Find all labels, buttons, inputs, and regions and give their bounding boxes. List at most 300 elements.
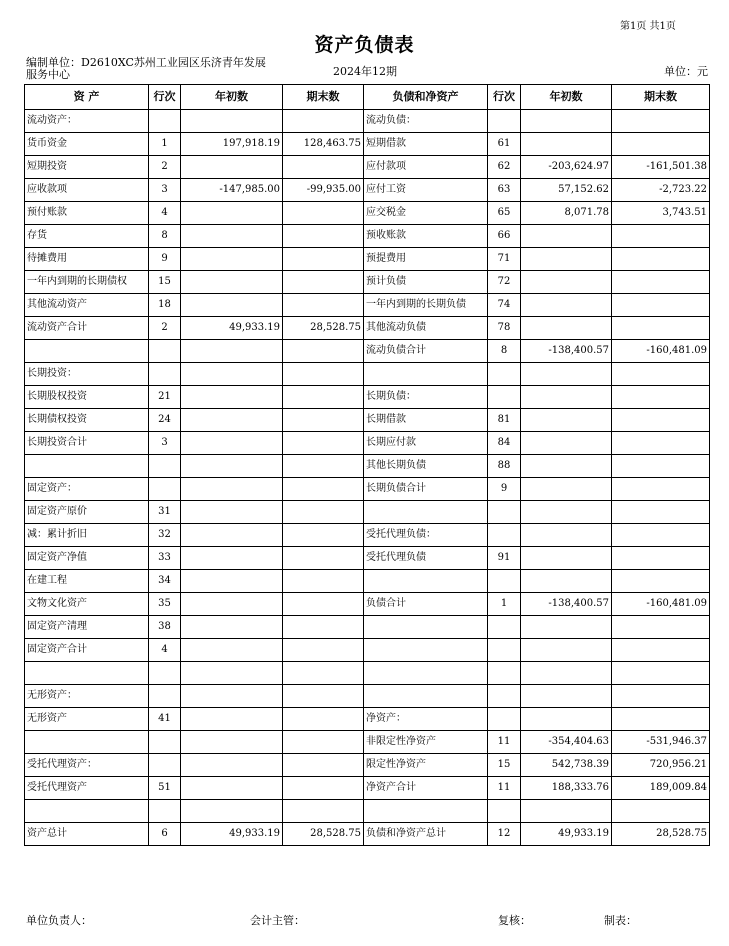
cell-liability-begin: [521, 455, 612, 478]
cell-asset-begin: [181, 363, 283, 386]
cell-asset-end: [283, 708, 364, 731]
cell-asset-end: [283, 616, 364, 639]
cell-asset-name: 流动资产合计: [25, 317, 149, 340]
report-title: 资产负债表: [314, 34, 415, 56]
cell-asset-end: [283, 432, 364, 455]
cell-asset-line: 33: [149, 547, 181, 570]
cell-asset-name: 受托代理资产：: [25, 754, 149, 777]
cell-liability-name: [364, 616, 488, 639]
cell-asset-end: 128,463.75: [283, 133, 364, 156]
cell-asset-end: [283, 501, 364, 524]
cell-asset-line: 38: [149, 616, 181, 639]
cell-liability-line: [488, 110, 521, 133]
cell-asset-end: [283, 524, 364, 547]
footer-principal: 单位负责人：: [26, 914, 92, 927]
table-row: [25, 823, 710, 846]
table-row: [25, 570, 710, 593]
cell-asset-begin: [181, 547, 283, 570]
cell-liability-end: [612, 363, 710, 386]
cell-asset-end: [283, 271, 364, 294]
cell-liability-end: [612, 294, 710, 317]
cell-asset-line: [149, 340, 181, 363]
cell-liability-begin: [521, 432, 612, 455]
table-row: [25, 202, 710, 225]
cell-liability-line: [488, 501, 521, 524]
table-row: [25, 662, 710, 685]
cell-asset-name: 固定资产：: [25, 478, 149, 501]
cell-liability-name: 其他长期负债: [364, 455, 488, 478]
cell-asset-end: [283, 685, 364, 708]
table-row: [25, 547, 710, 570]
table-row: [25, 685, 710, 708]
cell-asset-begin: [181, 294, 283, 317]
cell-asset-name: 一年内到期的长期债权: [25, 271, 149, 294]
cell-asset-begin: [181, 386, 283, 409]
cell-asset-begin: [181, 202, 283, 225]
cell-liability-line: [488, 524, 521, 547]
cell-asset-end: [283, 386, 364, 409]
cell-liability-begin: [521, 570, 612, 593]
cell-asset-line: [149, 478, 181, 501]
cell-asset-begin: [181, 156, 283, 179]
cell-liability-end: -2,723.22: [612, 179, 710, 202]
cell-liability-begin: 188,333.76: [521, 777, 612, 800]
cell-liability-line: 8: [488, 340, 521, 363]
cell-asset-begin: [181, 409, 283, 432]
header-asset-line: 行次: [149, 85, 181, 110]
cell-asset-line: 18: [149, 294, 181, 317]
cell-liability-line: 63: [488, 179, 521, 202]
cell-asset-begin: [181, 800, 283, 823]
cell-liability-end: [612, 409, 710, 432]
cell-liability-end: [612, 248, 710, 271]
report-period: 2024年12期: [333, 65, 397, 78]
cell-liability-end: [612, 800, 710, 823]
cell-liability-line: 1: [488, 593, 521, 616]
cell-liability-line: 9: [488, 478, 521, 501]
cell-liability-begin: -138,400.57: [521, 340, 612, 363]
cell-liability-end: -161,501.38: [612, 156, 710, 179]
cell-liability-name: [364, 639, 488, 662]
cell-asset-line: 9: [149, 248, 181, 271]
cell-liability-line: 66: [488, 225, 521, 248]
cell-liability-end: [612, 110, 710, 133]
cell-asset-line: [149, 110, 181, 133]
cell-asset-end: [283, 547, 364, 570]
cell-liability-line: 61: [488, 133, 521, 156]
cell-asset-end: [283, 156, 364, 179]
cell-asset-end: 28,528.75: [283, 317, 364, 340]
cell-liability-line: 12: [488, 823, 521, 846]
table-header-row: [25, 85, 710, 110]
cell-liability-name: [364, 800, 488, 823]
cell-asset-end: [283, 754, 364, 777]
cell-asset-name: [25, 662, 149, 685]
cell-asset-line: 15: [149, 271, 181, 294]
cell-asset-line: 41: [149, 708, 181, 731]
table-row: [25, 616, 710, 639]
cell-asset-begin: 49,933.19: [181, 317, 283, 340]
cell-asset-end: [283, 593, 364, 616]
cell-asset-line: 24: [149, 409, 181, 432]
table-row: [25, 317, 710, 340]
cell-asset-name: 在建工程: [25, 570, 149, 593]
reporting-unit: 编制单位：D2610XC苏州工业园区乐济青年发展服务中心: [26, 56, 266, 81]
cell-asset-name: 固定资产清理: [25, 616, 149, 639]
cell-asset-name: 无形资产: [25, 708, 149, 731]
cell-asset-end: [283, 225, 364, 248]
cell-asset-begin: [181, 271, 283, 294]
cell-asset-begin: [181, 616, 283, 639]
cell-liability-name: [364, 570, 488, 593]
cell-asset-end: [283, 777, 364, 800]
cell-liability-begin: [521, 639, 612, 662]
cell-asset-line: 51: [149, 777, 181, 800]
cell-liability-begin: 57,152.62: [521, 179, 612, 202]
cell-liability-end: [612, 478, 710, 501]
cell-asset-name: 无形资产：: [25, 685, 149, 708]
cell-asset-line: 3: [149, 432, 181, 455]
cell-liability-end: [612, 524, 710, 547]
cell-asset-line: 1: [149, 133, 181, 156]
table-row: [25, 708, 710, 731]
cell-liability-end: [612, 133, 710, 156]
cell-asset-end: [283, 294, 364, 317]
footer-accountant: 会计主管：: [250, 914, 305, 927]
cell-asset-name: 其他流动资产: [25, 294, 149, 317]
cell-asset-name: 资产总计: [25, 823, 149, 846]
header-asset-name: 资 产: [25, 85, 149, 110]
cell-liability-line: 74: [488, 294, 521, 317]
cell-asset-end: [283, 731, 364, 754]
cell-asset-name: 文物文化资产: [25, 593, 149, 616]
cell-liability-end: [612, 616, 710, 639]
cell-liability-begin: [521, 363, 612, 386]
table-row: [25, 225, 710, 248]
currency-unit: 单位：元: [664, 65, 708, 78]
cell-liability-name: 应付款项: [364, 156, 488, 179]
header-liability-begin: 年初数: [521, 85, 612, 110]
cell-asset-begin: [181, 478, 283, 501]
cell-liability-end: [612, 708, 710, 731]
cell-asset-name: [25, 455, 149, 478]
cell-liability-name: 净资产合计: [364, 777, 488, 800]
cell-liability-line: 84: [488, 432, 521, 455]
cell-asset-begin: 197,918.19: [181, 133, 283, 156]
cell-liability-name: [364, 501, 488, 524]
cell-asset-line: [149, 754, 181, 777]
cell-asset-end: [283, 202, 364, 225]
cell-liability-begin: 8,071.78: [521, 202, 612, 225]
cell-asset-line: 4: [149, 202, 181, 225]
cell-liability-line: 65: [488, 202, 521, 225]
table-row: [25, 455, 710, 478]
cell-liability-line: 81: [488, 409, 521, 432]
cell-asset-line: 2: [149, 317, 181, 340]
cell-liability-begin: [521, 800, 612, 823]
table-row: [25, 248, 710, 271]
table-row: [25, 340, 710, 363]
cell-asset-line: 8: [149, 225, 181, 248]
cell-liability-end: [612, 547, 710, 570]
cell-liability-line: [488, 685, 521, 708]
cell-liability-line: 11: [488, 777, 521, 800]
cell-asset-end: [283, 340, 364, 363]
cell-asset-name: 存货: [25, 225, 149, 248]
cell-liability-line: 11: [488, 731, 521, 754]
cell-liability-begin: 49,933.19: [521, 823, 612, 846]
cell-liability-name: 受托代理负债: [364, 547, 488, 570]
cell-asset-begin: [181, 777, 283, 800]
cell-asset-end: [283, 478, 364, 501]
table-row: [25, 386, 710, 409]
cell-liability-name: 应交税金: [364, 202, 488, 225]
cell-asset-line: 2: [149, 156, 181, 179]
cell-liability-line: [488, 570, 521, 593]
cell-liability-begin: [521, 225, 612, 248]
cell-asset-name: 长期股权投资: [25, 386, 149, 409]
cell-liability-name: 限定性净资产: [364, 754, 488, 777]
cell-liability-begin: [521, 478, 612, 501]
cell-asset-line: [149, 800, 181, 823]
table-row: [25, 524, 710, 547]
cell-asset-name: 长期投资合计: [25, 432, 149, 455]
cell-liability-begin: -203,624.97: [521, 156, 612, 179]
table-row: [25, 501, 710, 524]
cell-liability-line: 15: [488, 754, 521, 777]
cell-liability-begin: [521, 133, 612, 156]
cell-asset-line: 4: [149, 639, 181, 662]
cell-liability-end: -531,946.37: [612, 731, 710, 754]
cell-liability-begin: [521, 294, 612, 317]
cell-liability-name: 应付工资: [364, 179, 488, 202]
cell-liability-end: [612, 455, 710, 478]
cell-liability-end: [612, 386, 710, 409]
cell-asset-end: [283, 662, 364, 685]
cell-liability-end: [612, 225, 710, 248]
cell-asset-end: [283, 800, 364, 823]
cell-liability-begin: [521, 662, 612, 685]
cell-liability-name: 受托代理负债：: [364, 524, 488, 547]
cell-asset-end: -99,935.00: [283, 179, 364, 202]
table-row: [25, 363, 710, 386]
cell-liability-name: 预收账款: [364, 225, 488, 248]
header-liability-line: 行次: [488, 85, 521, 110]
cell-liability-name: 非限定性净资产: [364, 731, 488, 754]
cell-liability-begin: [521, 248, 612, 271]
cell-asset-begin: [181, 662, 283, 685]
cell-liability-begin: [521, 110, 612, 133]
cell-liability-begin: [521, 409, 612, 432]
cell-liability-end: [612, 685, 710, 708]
table-row: [25, 478, 710, 501]
cell-asset-line: 6: [149, 823, 181, 846]
cell-liability-begin: [521, 685, 612, 708]
cell-liability-name: 其他流动负债: [364, 317, 488, 340]
cell-asset-begin: [181, 248, 283, 271]
table-row: [25, 409, 710, 432]
header-asset-end: 期末数: [283, 85, 364, 110]
cell-asset-end: [283, 110, 364, 133]
cell-asset-begin: 49,933.19: [181, 823, 283, 846]
cell-asset-end: [283, 248, 364, 271]
header-liability-end: 期末数: [612, 85, 710, 110]
table-row: [25, 294, 710, 317]
cell-liability-end: 28,528.75: [612, 823, 710, 846]
cell-asset-begin: [181, 455, 283, 478]
table-row: [25, 110, 710, 133]
cell-liability-begin: [521, 386, 612, 409]
cell-asset-line: 34: [149, 570, 181, 593]
cell-liability-line: [488, 363, 521, 386]
cell-asset-line: [149, 731, 181, 754]
cell-asset-name: 减：累计折旧: [25, 524, 149, 547]
signature-footer: [26, 912, 716, 928]
cell-liability-name: [364, 363, 488, 386]
cell-liability-begin: [521, 501, 612, 524]
cell-liability-line: 71: [488, 248, 521, 271]
cell-asset-begin: [181, 225, 283, 248]
cell-liability-begin: [521, 271, 612, 294]
table-row: [25, 639, 710, 662]
cell-liability-name: 流动负债合计: [364, 340, 488, 363]
cell-asset-name: 固定资产净值: [25, 547, 149, 570]
cell-liability-name: [364, 662, 488, 685]
header-liability-name: 负债和净资产: [364, 85, 488, 110]
cell-liability-end: -160,481.09: [612, 340, 710, 363]
cell-liability-name: 净资产：: [364, 708, 488, 731]
cell-asset-line: 35: [149, 593, 181, 616]
cell-asset-line: 3: [149, 179, 181, 202]
cell-asset-begin: [181, 110, 283, 133]
cell-asset-name: 受托代理资产: [25, 777, 149, 800]
cell-liability-begin: [521, 317, 612, 340]
cell-liability-end: [612, 570, 710, 593]
cell-liability-line: [488, 708, 521, 731]
cell-liability-name: 一年内到期的长期负债: [364, 294, 488, 317]
cell-liability-begin: [521, 708, 612, 731]
cell-asset-begin: [181, 570, 283, 593]
header-asset-begin: 年初数: [181, 85, 283, 110]
table-row: [25, 432, 710, 455]
cell-liability-line: 62: [488, 156, 521, 179]
cell-liability-line: 78: [488, 317, 521, 340]
cell-asset-line: 21: [149, 386, 181, 409]
table-row: [25, 777, 710, 800]
cell-asset-line: [149, 455, 181, 478]
cell-asset-line: [149, 685, 181, 708]
table-row: [25, 271, 710, 294]
table-row: [25, 133, 710, 156]
footer-preparer: 制表：: [604, 914, 637, 927]
cell-liability-line: [488, 662, 521, 685]
cell-asset-begin: [181, 685, 283, 708]
page-indicator: 第1页 共1页: [620, 21, 676, 32]
cell-liability-begin: [521, 616, 612, 639]
cell-asset-name: 固定资产原价: [25, 501, 149, 524]
cell-liability-end: -160,481.09: [612, 593, 710, 616]
cell-liability-name: 长期应付款: [364, 432, 488, 455]
cell-liability-end: 3,743.51: [612, 202, 710, 225]
cell-liability-begin: [521, 524, 612, 547]
cell-asset-line: 31: [149, 501, 181, 524]
table-row: [25, 800, 710, 823]
cell-asset-begin: [181, 754, 283, 777]
balance-sheet-table: [24, 84, 710, 846]
cell-asset-name: 长期债权投资: [25, 409, 149, 432]
table-row: [25, 179, 710, 202]
cell-asset-name: [25, 340, 149, 363]
footer-reviewer: 复核：: [498, 914, 531, 927]
cell-liability-name: 长期负债：: [364, 386, 488, 409]
cell-asset-begin: [181, 501, 283, 524]
cell-liability-line: [488, 800, 521, 823]
cell-asset-name: 待摊费用: [25, 248, 149, 271]
cell-asset-begin: [181, 593, 283, 616]
cell-asset-name: 应收款项: [25, 179, 149, 202]
cell-liability-line: 91: [488, 547, 521, 570]
cell-asset-line: [149, 363, 181, 386]
cell-asset-name: [25, 800, 149, 823]
cell-asset-name: 货币资金: [25, 133, 149, 156]
cell-liability-line: [488, 616, 521, 639]
cell-asset-name: 流动资产：: [25, 110, 149, 133]
table-row: [25, 593, 710, 616]
cell-liability-end: [612, 271, 710, 294]
cell-liability-name: 负债合计: [364, 593, 488, 616]
cell-asset-name: 长期投资：: [25, 363, 149, 386]
cell-liability-line: [488, 386, 521, 409]
cell-asset-end: [283, 409, 364, 432]
cell-liability-name: 预计负债: [364, 271, 488, 294]
cell-asset-end: [283, 570, 364, 593]
cell-liability-end: [612, 432, 710, 455]
cell-liability-name: 负债和净资产总计: [364, 823, 488, 846]
cell-asset-begin: -147,985.00: [181, 179, 283, 202]
table-row: [25, 156, 710, 179]
cell-liability-name: 流动负债：: [364, 110, 488, 133]
cell-liability-name: [364, 685, 488, 708]
cell-asset-begin: [181, 731, 283, 754]
cell-asset-begin: [181, 340, 283, 363]
cell-liability-name: 预提费用: [364, 248, 488, 271]
cell-asset-end: [283, 363, 364, 386]
cell-liability-name: 长期负债合计: [364, 478, 488, 501]
cell-liability-line: 88: [488, 455, 521, 478]
cell-asset-end: [283, 455, 364, 478]
cell-liability-line: 72: [488, 271, 521, 294]
cell-asset-name: 短期投资: [25, 156, 149, 179]
cell-asset-end: [283, 639, 364, 662]
table-row: [25, 754, 710, 777]
table-row: [25, 731, 710, 754]
cell-liability-name: 长期借款: [364, 409, 488, 432]
cell-asset-line: [149, 662, 181, 685]
cell-asset-begin: [181, 524, 283, 547]
cell-liability-end: [612, 317, 710, 340]
cell-liability-begin: -138,400.57: [521, 593, 612, 616]
cell-liability-begin: -354,404.63: [521, 731, 612, 754]
cell-asset-begin: [181, 432, 283, 455]
cell-asset-name: 固定资产合计: [25, 639, 149, 662]
cell-asset-line: 32: [149, 524, 181, 547]
cell-asset-end: 28,528.75: [283, 823, 364, 846]
cell-liability-begin: 542,738.39: [521, 754, 612, 777]
cell-liability-end: [612, 639, 710, 662]
cell-asset-begin: [181, 708, 283, 731]
cell-liability-end: 720,956.21: [612, 754, 710, 777]
cell-asset-begin: [181, 639, 283, 662]
